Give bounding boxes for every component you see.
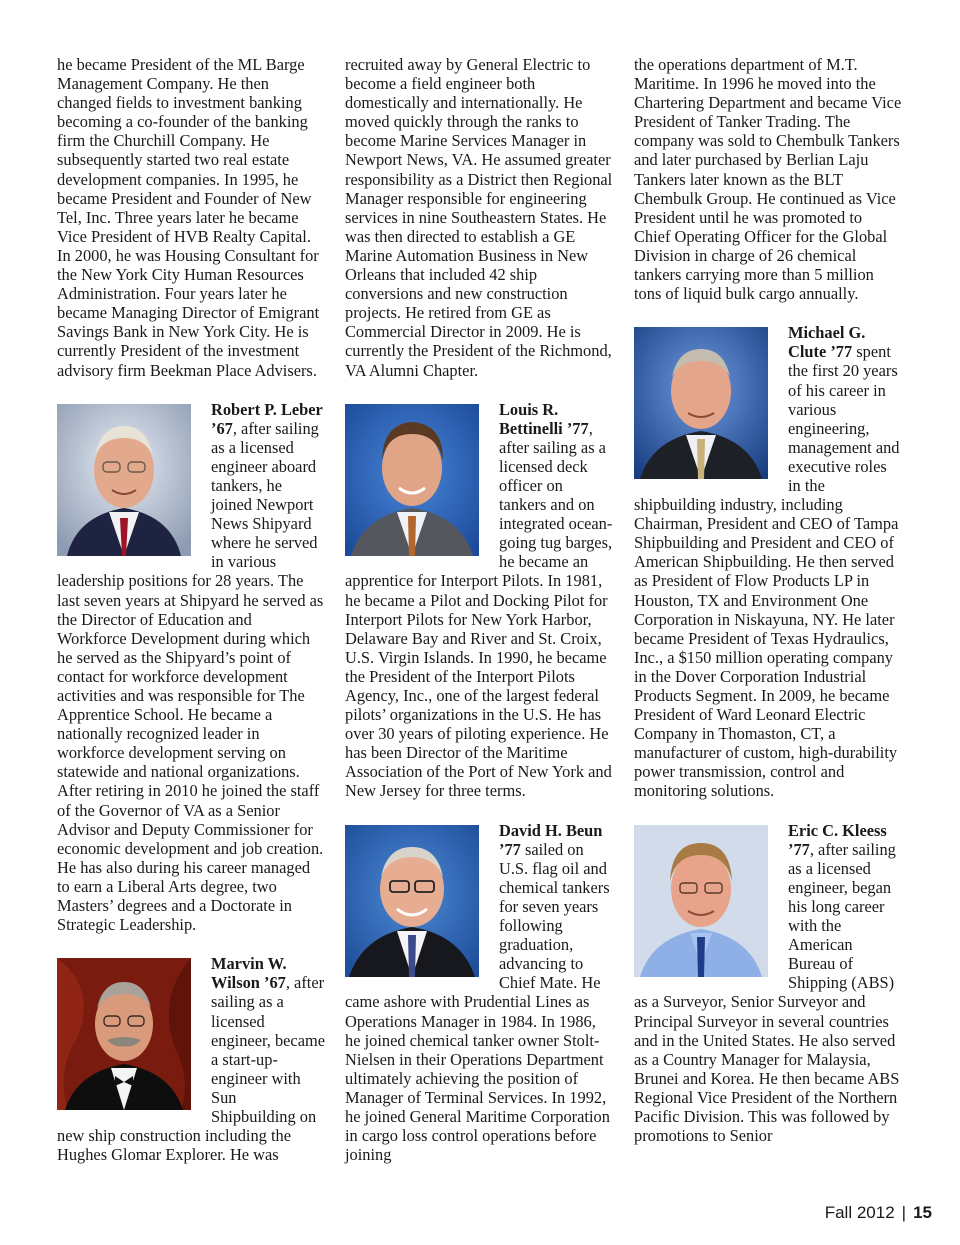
bio-kleess (634, 821, 902, 1146)
page-number: 15 (913, 1203, 932, 1222)
bio-bettinelli (345, 400, 613, 801)
bio-wilson (57, 954, 325, 1164)
column-1 (57, 55, 325, 1164)
article-paragraph: the operations department of M.T. Maritime. In 1996 he moved into the Chartering Department and became Vice President of Tanker Trading. The company was sold to Chembulk Tankers and later purchased by Berlian Laju Tankers later known as the BLT Chembulk Group. He continued as Vice President until he was promoted to Chief Operating Officer for the Global Division in charge of 26 chemical tankers carrying more than 5 million tons of liquid bulk cargo annually. (634, 55, 902, 304)
portrait-photo-leber (57, 404, 191, 556)
bio-beun (345, 821, 613, 1165)
column-2 (345, 55, 613, 1164)
bio-text: , after sailing as a licensed engineer, began his long career with the American Bureau of Shipping (ABS) as a Surveyor, Senior Surveyor and Principal Surveyor in several countries and in the United States. He also served as a Country Manager for Malaysia, Brunei and Korea. He then became ABS Regional Vice President of the Northern Pacific Division. This was followed by promotions to Senior (634, 839, 900, 1146)
bio-name: Louis R. Bettinelli ’77 (499, 399, 589, 438)
page-footer (825, 1203, 932, 1223)
portrait-photo-wilson (57, 958, 191, 1110)
issue-label: Fall 2012 (824, 1203, 895, 1222)
column-3 (634, 55, 902, 1145)
bio-leber (57, 400, 325, 935)
bio-text: , after sailing as a licensed deck officer on tankers and on integrated ocean-going tug barges, he became an apprentice for Interport Pilots. In 1981, he became a Pilot and Docking Pilot for Interport Pilots for New York Harbor, Delaware Bay and River and St. Croix, U.S. Virgin Islands. In 1990, he became the President of the Interport Pilots Agency, Inc., one of the largest federal pilots’ organizations in the U.S. He has over 30 years of piloting experience. He has been Director of the Maritime Association of the Port of New York and New Jersey for three terms. (345, 418, 613, 801)
footer-separator: | (901, 1203, 907, 1222)
portrait-photo-beun (345, 825, 479, 977)
bio-text: spent the first 20 years of his career in various engineering, management and executive roles in the shipbuilding industry, including Chairman, President and CEO of Tampa Shipbuilding and President and CEO of American Shipbuilding. He then served as President of Flow Products LP in Houston, TX and Environment One Corporation in Niskayuna, NY. He later became President of Texas Hydraulics, Inc., a $150 million operating company in the Dover Corporation Industrial Products Segment. In 2009, he became President of Ward Leonard Electric Company in Thomaston, CT, a manufacturer of custom, high-durability power transmission, control and monitoring solutions. (634, 342, 900, 801)
bio-name: Marvin W. Wilson ’67 (211, 954, 287, 993)
portrait-photo-clute (634, 327, 768, 479)
bio-name: Robert P. Leber ’67 (211, 399, 323, 438)
bio-text: , after sailing as a licensed engineer aboard tankers, he joined Newport News Shipyard where he served in various leadership positions for 28 years. The last seven years at Shipyard he served as the Director of Education and Workforce Development during which he served as the Shipyard’s point of contact for workforce development activities and was responsible for The Apprentice School. He became a nationally recognized leader in workforce development serving on statewide and national organizations. After retiring in 2010 he joined the staff of the Governor of VA as a Senior Advisor and Deputy Commissioner for economic development and job creation. He has also during his career managed to earn a Liberal Arts degree, two Masters’ degrees and a Doctorate in Strategic Leadership. (57, 418, 324, 935)
article-paragraph: recruited away by General Electric to become a field engineer both domestically and internationally. He moved quickly through the ranks to become Marine Services Manager in Newport News, VA. He assumed greater responsibility as a District then Regional Manager responsible for engineering services in nine Southeastern States. He was then directed to establish a GE Marine Automation Business in New Orleans that included 42 ship conversions and new construction projects. He retired from GE as Commercial Director in 2009. He is currently the President of the Richmond, VA Alumni Chapter. (345, 55, 613, 380)
bio-text: , after sailing as a licensed engineer, became a start-up-engineer with Sun Shipbuilding on new ship construction including the Hughes Glomar Explorer. He was (57, 973, 326, 1165)
portrait-photo-bettinelli (345, 404, 479, 556)
portrait-photo-kleess (634, 825, 768, 977)
bio-clute (634, 323, 902, 800)
bio-name: Eric C. Kleess ’77 (788, 820, 887, 859)
bio-text: sailed on U.S. flag oil and chemical tankers for seven years following graduation, advancing to Chief Mate. He came ashore with Prudential Lines as Operations Manager in 1984. In 1986, he joined chemical tanker owner Stolt-Nielsen in their Operations Department ultimately achieving the position of Manager of Terminal Services. In 1992, he joined General Maritime Corporation in cargo loss control operations before joining (345, 839, 610, 1165)
bio-name: Michael G. Clute ’77 (788, 323, 866, 362)
article-paragraph: he became President of the ML Barge Management Company. He then changed fields to investment banking becoming a co-founder of the banking firm the Churchill Company. He subsequently started two real estate development companies. In 1995, he became President and Founder of New Tel, Inc. Three years later he became Vice President of HVB Realty Capital. In 2000, he was Housing Consultant for the New York City Human Resources Administration. Four years later he became Managing Director of Emigrant Savings Bank in New York City. He is currently President of the investment advisory firm Beekman Place Advisers. (57, 55, 320, 380)
bio-name: David H. Beun ’77 (499, 820, 603, 859)
